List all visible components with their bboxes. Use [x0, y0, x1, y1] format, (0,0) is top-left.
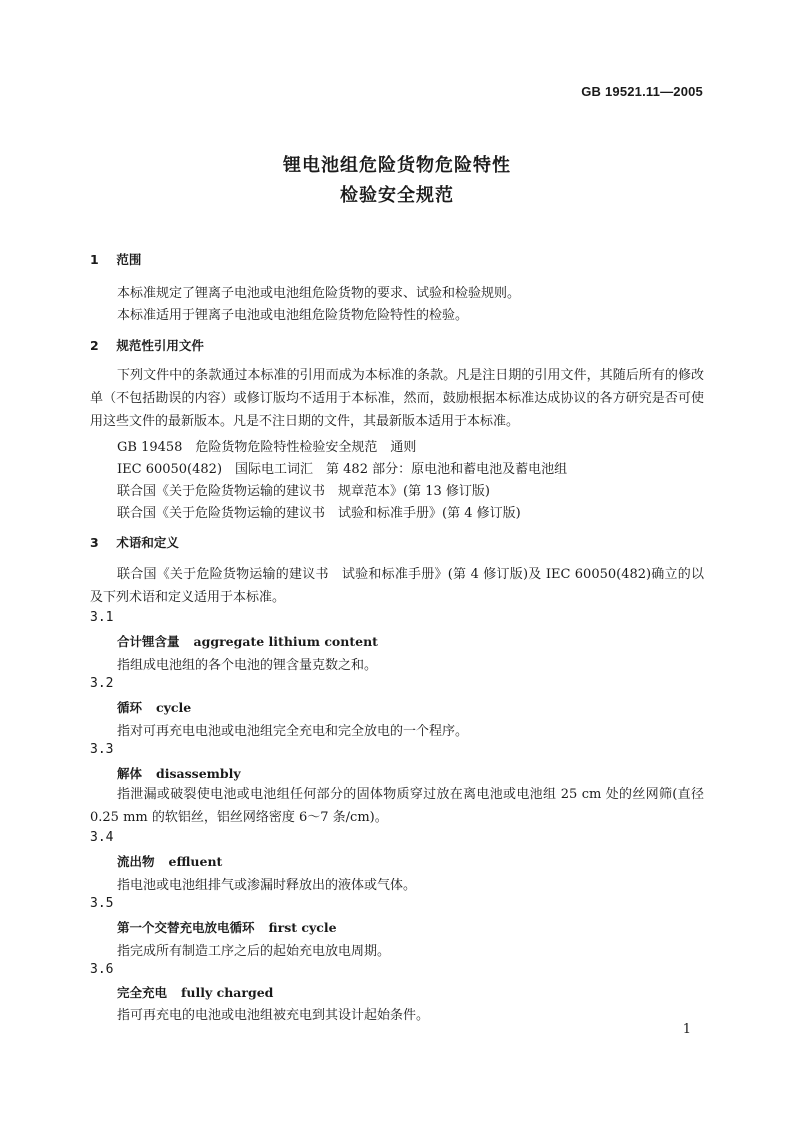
term-heading — [117, 698, 191, 716]
term-zh: 流出物 — [117, 854, 155, 869]
clause-number: 3.3 — [90, 742, 114, 757]
term-definition: 指可再充电的电池或电池组被充电到其设计起始条件。 — [117, 1008, 430, 1023]
reference-item: IEC 60050(482) 国际电工词汇 第 482 部分：原电池和蓄电池及蓄电池组 — [117, 462, 568, 477]
term-zh: 完全充电 — [117, 985, 168, 1000]
section-3-heading — [90, 533, 179, 551]
term-heading — [117, 764, 241, 782]
standard-code: GB 19521.11—2005 — [581, 84, 703, 99]
section-title: 规范性引用文件 — [116, 338, 204, 353]
term-heading — [117, 983, 273, 1001]
term-zh: 循环 — [117, 700, 143, 715]
section-number: 2 — [90, 338, 99, 353]
reference-item: 联合国《关于危险货物运输的建议书 规章范本》(第 13 修订版) — [117, 484, 490, 499]
page-number: 1 — [682, 1022, 691, 1037]
clause-number: 3.6 — [90, 962, 114, 977]
term-heading — [117, 852, 222, 870]
term-definition: 指组成电池组的各个电池的锂含量克数之和。 — [117, 658, 378, 673]
term-definition: 指对可再充电电池或电池组完全充电和完全放电的一个程序。 — [117, 724, 469, 739]
term-en: cycle — [156, 700, 192, 715]
section-2-heading — [90, 336, 204, 354]
clause-number: 3.1 — [90, 610, 114, 625]
section-number: 3 — [90, 535, 99, 550]
section-1-heading — [90, 250, 141, 268]
scope-paragraph-2: 本标准适用于锂离子电池或电池组危险货物危险特性的检验。 — [117, 308, 469, 323]
section-title: 术语和定义 — [116, 535, 179, 550]
term-definition: 指泄漏或破裂使电池或电池组任何部分的固体物质穿过放在离电池或电池组 25 cm 处的丝网筛(直径 0.25 mm 的软铝丝，铝丝网络密度 6～7 条/cm)。 — [90, 787, 704, 825]
normative-references-intro: 下列文件中的条款通过本标准的引用而成为本标准的条款。凡是注日期的引用文件，其随后所有的修改单（不包括勘误的内容）或修订版均不适用于本标准，然而，鼓励根据本标准达成协议的各方研究是否可使用这些文件的最新版本。凡是不注日期的文件，其最新版本适用于本标准。 — [90, 368, 704, 429]
section-title: 范围 — [116, 252, 142, 267]
term-en: fully charged — [181, 985, 274, 1000]
term-zh: 合计锂含量 — [117, 634, 180, 649]
document-title-line2: 检验安全规范 — [340, 185, 454, 206]
reference-item: GB 19458 危险货物危险特性检验安全规范 通则 — [117, 440, 417, 455]
term-definition: 指完成所有制造工序之后的起始充电放电周期。 — [117, 944, 391, 959]
term-zh: 第一个交替充电放电循环 — [117, 920, 255, 935]
term-heading — [117, 632, 378, 650]
section-number: 1 — [90, 252, 99, 267]
clause-number: 3.2 — [90, 676, 114, 691]
clause-number: 3.4 — [90, 830, 114, 845]
reference-item: 联合国《关于危险货物运输的建议书 试验和标准手册》(第 4 修订版) — [117, 506, 521, 521]
term-zh: 解体 — [117, 766, 143, 781]
term-heading — [117, 918, 337, 936]
term-en: first cycle — [268, 920, 337, 935]
term-en: effluent — [168, 854, 223, 869]
term-en: aggregate lithium content — [193, 634, 378, 649]
document-title-line1: 锂电池组危险货物危险特性 — [283, 155, 511, 176]
scope-paragraph-1: 本标准规定了锂离子电池或电池组危险货物的要求、试验和检验规则。 — [117, 286, 521, 301]
clause-number: 3.5 — [90, 896, 114, 911]
terms-intro: 联合国《关于危险货物运输的建议书 试验和标准手册》(第 4 修订版)及 IEC 60050(482)确立的以及下列术语和定义适用于本标准。 — [90, 567, 704, 605]
term-en: disassembly — [156, 766, 241, 781]
term-definition: 指电池或电池组排气或渗漏时释放出的液体或气体。 — [117, 878, 417, 893]
